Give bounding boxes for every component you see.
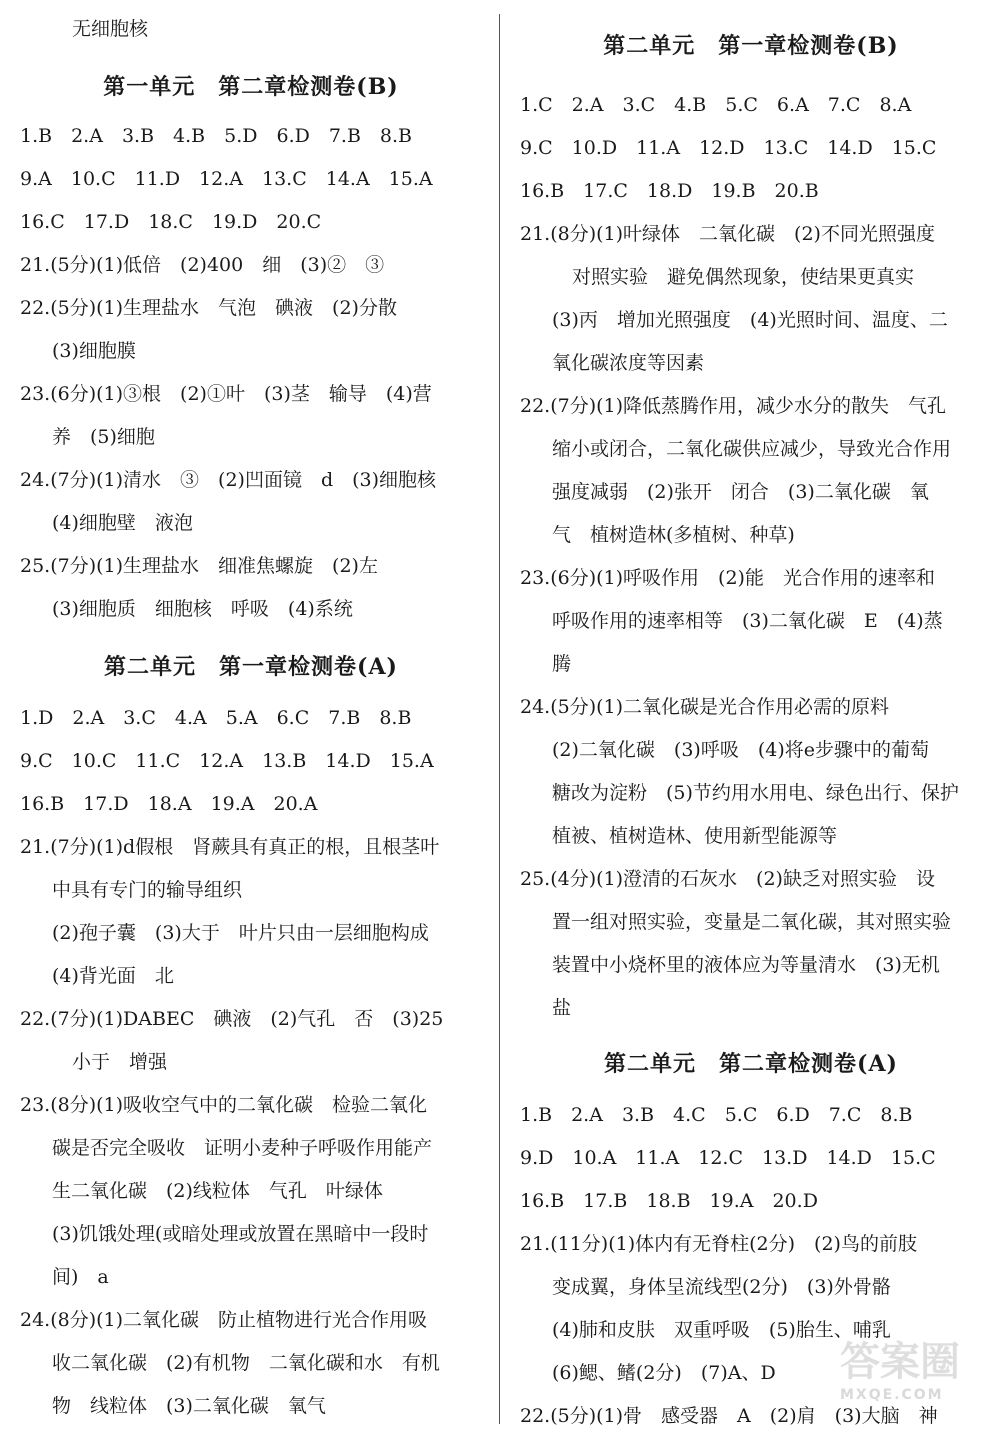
- answer-line: 1.B 2.A 3.B 4.C 5.C 6.D 7.C 8.B: [520, 1104, 913, 1126]
- answer-line: 1.D 2.A 3.C 4.A 5.A 6.C 7.B 8.B: [20, 707, 412, 729]
- watermark-logo: [840, 1330, 990, 1403]
- answer-line: 25.(4分)(1)澄清的石灰水 (2)缺乏对照实验 设: [520, 868, 935, 890]
- column-divider: [499, 14, 500, 1424]
- answer-line: 对照实验 避免偶然现象，使结果更真实: [572, 266, 915, 288]
- answer-line: 1.B 2.A 3.B 4.B 5.D 6.D 7.B 8.B: [20, 125, 413, 147]
- section-unit1-ch2-b: [20, 115, 482, 631]
- answer-line: 23.(8分)(1)吸收空气中的二氧化碳 检验二氧化: [20, 1094, 428, 1116]
- answer-line: (6)鳃、鳍(2分) (7)A、D: [552, 1362, 776, 1384]
- answer-line: 呼吸作用的速率相等 (3)二氧化碳 E (4)蒸: [552, 610, 943, 632]
- answer-line: 间) a: [52, 1266, 109, 1288]
- answer-line: (4)肺和皮肤 双重呼吸 (5)胎生、哺乳: [552, 1319, 891, 1341]
- answer-line: 生二氧化碳 (2)线粒体 气孔 叶绿体: [52, 1180, 383, 1202]
- answer-line: 23.(6分)(1)呼吸作用 (2)能 光合作用的速率和: [520, 567, 935, 589]
- answer-line: 养 (5)细胞: [52, 426, 155, 448]
- answer-line: 22.(5分)(1)骨 感受器 A (2)肩 (3)大脑 神: [520, 1405, 938, 1427]
- section-unit2-ch1-a: [20, 697, 482, 1428]
- answer-line: (3)细胞质 细胞核 呼吸 (4)系统: [52, 598, 353, 620]
- answer-line: 中具有专门的输导组织: [52, 879, 243, 901]
- answer-line: 21.(7分)(1)d假根 肾蕨具有真正的根，且根茎叶: [20, 836, 440, 858]
- answer-line: 21.(11分)(1)体内有无脊柱(2分) (2)鸟的前肢: [520, 1233, 917, 1255]
- answer-line: 9.D 10.A 11.A 12.C 13.D 14.D 15.C: [520, 1147, 936, 1169]
- answer-line: 24.(5分)(1)二氧化碳是光合作用必需的原料: [520, 696, 890, 718]
- answer-line: 22.(7分)(1)降低蒸腾作用，减少水分的散失 气孔: [520, 395, 947, 417]
- answer-line: 9.A 10.C 11.D 12.A 13.C 14.A 15.A: [20, 168, 433, 190]
- answer-line: 收二氧化碳 (2)有机物 二氧化碳和水 有机: [52, 1352, 440, 1374]
- answer-line: 9.C 10.C 11.C 12.A 13.B 14.D 15.A: [20, 750, 434, 772]
- answer-line: (4)背光面 北: [52, 965, 174, 987]
- section-title-unit1-ch2-b: 第一单元 第二章检测卷(B): [103, 74, 399, 100]
- answer-line: 物 线粒体 (3)二氧化碳 氧气: [52, 1395, 326, 1417]
- answer-line: (2)孢子囊 (3)大于 叶片只由一层细胞构成: [52, 922, 429, 944]
- answer-line: 21.(5分)(1)低倍 (2)400 细 (3)② ③: [20, 254, 385, 276]
- answer-line: 腾: [552, 653, 572, 675]
- answer-line: 氧化碳浓度等因素: [552, 352, 705, 374]
- answer-line: 22.(5分)(1)生理盐水 气泡 碘液 (2)分散: [20, 297, 397, 319]
- answer-line: 糖改为淀粉 (5)节约用水用电、绿色出行、保护: [552, 782, 959, 804]
- right-column: [520, 0, 982, 1438]
- answer-line: 装置中小烧杯里的液体应为等量清水 (3)无机: [552, 954, 940, 976]
- answer-line: 25.(7分)(1)生理盐水 细准焦螺旋 (2)左: [20, 555, 378, 577]
- section-title-unit2-ch2-a: 第二单元 第二章检测卷(A): [604, 1051, 898, 1077]
- answer-line: 气 植树造林(多植树、种草): [552, 524, 795, 546]
- section-title-unit2-ch1-b: 第二单元 第一章检测卷(B): [603, 33, 899, 59]
- section-unit2-ch1-b: [520, 84, 982, 1030]
- answer-line: 盐: [552, 997, 572, 1019]
- answer-line: 强度减弱 (2)张开 闭合 (3)二氧化碳 氧: [552, 481, 929, 503]
- answer-line: (3)细胞膜: [52, 340, 136, 362]
- answer-line: 碳是否完全吸收 证明小麦种子呼吸作用能产: [52, 1137, 433, 1159]
- answer-line: 16.C 17.D 18.C 19.D 20.C: [20, 211, 322, 233]
- answer-line: 缩小或闭合，二氧化碳供应减少，导致光合作用: [552, 438, 952, 460]
- watermark-text: 答案圈: [840, 1339, 960, 1385]
- answer-line: 小于 增强: [72, 1051, 168, 1073]
- answer-line: (3)丙 增加光照强度 (4)光照时间、温度、二: [552, 309, 948, 331]
- answer-line: 植被、植树造林、使用新型能源等: [552, 825, 838, 847]
- answer-line: 置一组对照实验，变量是二氧化碳，其对照实验: [552, 911, 952, 933]
- answer-line: (3)饥饿处理(或暗处理或放置在黑暗中一段时: [52, 1223, 429, 1245]
- answer-line: 变成翼，身体呈流线型(2分) (3)外骨骼: [552, 1276, 891, 1298]
- intro-line: 无细胞核: [72, 18, 149, 40]
- watermark-url: MXQE.COM: [840, 1387, 944, 1403]
- answer-line: 23.(6分)(1)③根 (2)①叶 (3)茎 输导 (4)营: [20, 383, 432, 405]
- answer-line: (2)二氧化碳 (3)呼吸 (4)将e步骤中的葡萄: [552, 739, 929, 761]
- answer-line: 16.B 17.B 18.B 19.A 20.D: [520, 1190, 818, 1212]
- section-title-unit2-ch1-a: 第二单元 第一章检测卷(A): [104, 654, 398, 680]
- answer-line: 24.(8分)(1)二氧化碳 防止植物进行光合作用吸: [20, 1309, 428, 1331]
- answer-line: 22.(7分)(1)DABEC 碘液 (2)气孔 否 (3)25: [20, 1008, 444, 1030]
- answer-line: (4)细胞壁 液泡: [52, 512, 193, 534]
- answer-line: 9.C 10.D 11.A 12.D 13.C 14.D 15.C: [520, 137, 937, 159]
- answer-line: 16.B 17.D 18.A 19.A 20.A: [20, 793, 318, 815]
- answer-line: 16.B 17.C 18.D 19.B 20.B: [520, 180, 819, 202]
- answer-line: 24.(7分)(1)清水 ③ (2)凹面镜 d (3)细胞核: [20, 469, 437, 491]
- left-column: [20, 0, 482, 1428]
- answer-line: 21.(8分)(1)叶绿体 二氧化碳 (2)不同光照强度: [520, 223, 935, 245]
- answer-line: 1.C 2.A 3.C 4.B 5.C 6.A 7.C 8.A: [520, 94, 912, 116]
